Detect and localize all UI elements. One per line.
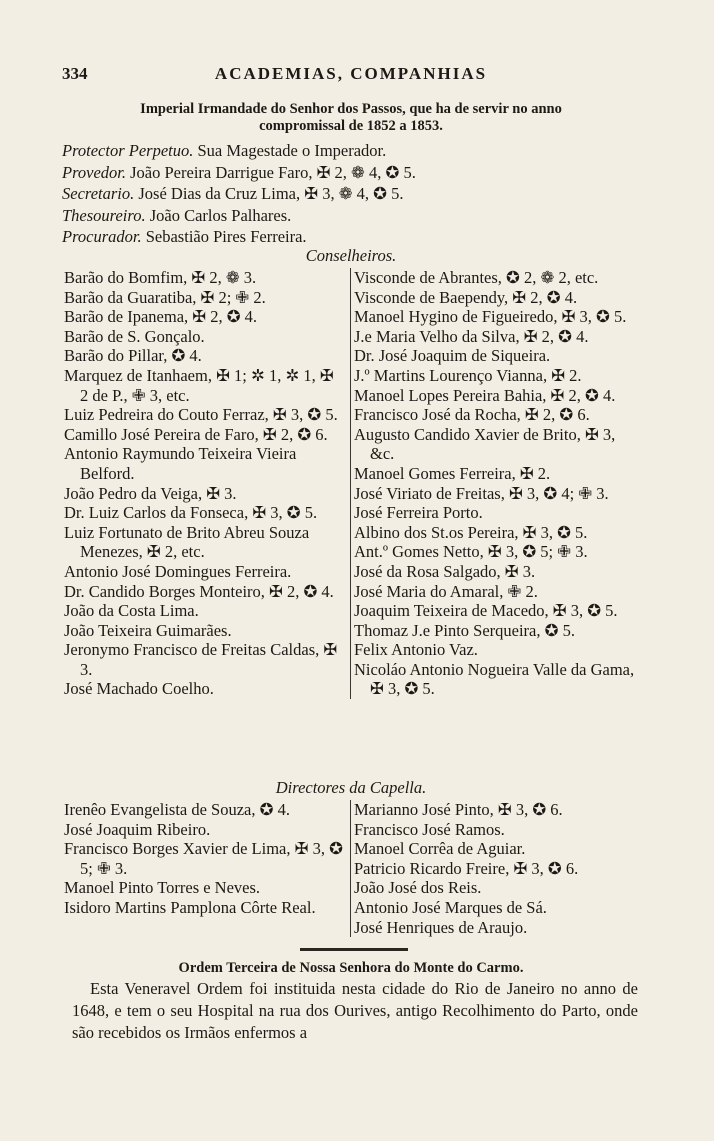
officer-name: Sua Magestade o Imperador.	[193, 141, 387, 160]
list-item: João da Costa Lima.	[64, 601, 199, 621]
list-item: Manoel Lopes Pereira Bahia, ✠ 2, ✪ 4.	[354, 385, 616, 405]
officer-role: Thesoureiro.	[62, 205, 146, 225]
list-item: Irenêo Evangelista de Souza, ✪ 4.	[64, 800, 290, 819]
list-item: Albino dos St.os Pereira, ✠ 3, ✪ 5.	[354, 522, 588, 542]
section-title-line2: compromissal de 1852 a 1853.	[259, 118, 443, 134]
list-item: José Henriques de Araujo.	[354, 917, 528, 937]
officer-line	[62, 140, 640, 162]
officer-name: João Pereira Darrigue Faro, ✠ 2, ❁ 4, ✪ 5.	[126, 162, 416, 182]
list-item: José Machado Coelho.	[64, 679, 214, 699]
list-item: Antonio Raymundo Teixeira Vieira Belford.	[64, 444, 297, 483]
list-item: Francisco José da Rocha, ✠ 2, ✪ 6.	[354, 405, 590, 425]
list-item: José Joaquim Ribeiro.	[64, 819, 211, 839]
list-item: José da Rosa Salgado, ✠ 3.	[354, 561, 536, 581]
section-title-line1: Imperial Irmandade do Senhor dos Passos, que ha de servir no anno	[140, 101, 562, 117]
officer-line	[62, 226, 640, 248]
officer-name: José Dias da Cruz Lima, ✠ 3, ❁ 4, ✪ 5.	[134, 184, 404, 204]
list-item: Visconde de Abrantes, ✪ 2, ❁ 2, etc.	[354, 268, 599, 287]
conselheiros-right-column	[350, 268, 640, 699]
list-item: Augusto Candido Xavier de Brito, ✠ 3, &c.	[354, 424, 616, 464]
list-item: Felix Antonio Vaz.	[354, 640, 478, 660]
list-item: João Teixeira Guimarães.	[64, 620, 232, 640]
list-item: Joaquim Teixeira de Macedo, ✠ 3, ✪ 5.	[354, 601, 618, 621]
officer-line	[62, 183, 640, 205]
officer-role: Secretario.	[62, 184, 135, 204]
section2-body	[72, 978, 638, 1044]
list-item: Antonio José Marques de Sá.	[354, 897, 547, 917]
list-item: Manoel Corrêa de Aguiar.	[354, 839, 526, 859]
list-item: Marquez de Itanhaem, ✠ 1; ✲ 1, ✲ 1, ✠ 2 de P., ✙ 3, etc.	[64, 365, 334, 405]
officers-list	[62, 140, 640, 248]
list-item: José Ferreira Porto.	[354, 503, 483, 523]
list-item: Patricio Ricardo Freire, ✠ 3, ✪ 6.	[354, 858, 579, 878]
list-item: Luiz Fortunato de Brito Abreu Souza Menezes, ✠ 2, etc.	[64, 522, 310, 562]
officer-line	[62, 162, 640, 184]
officer-role: Procurador.	[62, 227, 142, 247]
list-item: Francisco José Ramos.	[354, 819, 505, 839]
list-item: Camillo José Pereira de Faro, ✠ 2, ✪ 6.	[64, 424, 328, 444]
list-item: Barão de S. Gonçalo.	[64, 326, 205, 346]
list-item: Thomaz J.e Pinto Serqueira, ✪ 5.	[354, 620, 575, 640]
officer-line	[62, 205, 640, 227]
list-item: João Pedro da Veiga, ✠ 3.	[64, 483, 237, 503]
list-item: Dr. Luiz Carlos da Fonseca, ✠ 3, ✪ 5.	[64, 503, 318, 523]
conselheiros-heading: Conselheiros.	[305, 246, 397, 265]
list-item: Isidoro Martins Pamplona Côrte Real.	[64, 897, 316, 917]
section-divider	[300, 948, 408, 951]
body-paragraph: Esta Veneravel Ordem foi instituida nesta cidade do Rio de Janeiro no anno de 1648, e tem o seu Hospital na rua dos Ourives, antigo Recolhimento do Parto, onde são recebidos os Irmãos enfermos a	[72, 979, 638, 1042]
officer-name: Sebastião Pires Ferreira.	[141, 227, 307, 247]
list-item: Visconde de Baependy, ✠ 2, ✪ 4.	[354, 287, 578, 307]
list-item: Barão de Ipanema, ✠ 2, ✪ 4.	[64, 307, 258, 327]
list-item: Francisco Borges Xavier de Lima, ✠ 3, ✪ 5; ✙ 3.	[64, 839, 343, 878]
directores-left-column	[64, 800, 344, 918]
list-item: Manoel Hygino de Figueiredo, ✠ 3, ✪ 5.	[354, 307, 627, 327]
list-item: Manoel Pinto Torres e Neves.	[64, 878, 261, 898]
officer-role: Provedor.	[62, 162, 127, 182]
page-header	[62, 64, 640, 90]
officer-role: Protector Perpetuo.	[62, 141, 194, 160]
list-item: Marianno José Pinto, ✠ 3, ✪ 6.	[354, 800, 563, 819]
list-item: Nicoláo Antonio Nogueira Valle da Gama, ✠ 3, ✪ 5.	[354, 659, 635, 699]
list-item: J.e Maria Velho da Silva, ✠ 2, ✪ 4.	[354, 326, 589, 346]
list-item: Dr. Candido Borges Monteiro, ✠ 2, ✪ 4.	[64, 581, 334, 601]
list-item: Luiz Pedreira do Couto Ferraz, ✠ 3, ✪ 5.	[64, 405, 338, 425]
list-item: Antonio José Domingues Ferreira.	[64, 561, 292, 581]
list-item: Barão da Guaratiba, ✠ 2; ✙ 2.	[64, 287, 266, 307]
directores-right-column	[350, 800, 640, 937]
list-item: Jeronymo Francisco de Freitas Caldas, ✠ 3.	[64, 640, 338, 679]
conselheiros-columns	[64, 268, 640, 774]
section2-title: Ordem Terceira de Nossa Senhora do Monte do Carmo.	[178, 960, 524, 976]
list-item: Barão do Pillar, ✪ 4.	[64, 346, 202, 366]
list-item: Dr. José Joaquim de Siqueira.	[354, 346, 551, 366]
list-item: João José dos Reis.	[354, 878, 482, 898]
conselheiros-left-column	[64, 268, 344, 699]
list-item: Ant.º Gomes Netto, ✠ 3, ✪ 5; ✙ 3.	[354, 542, 588, 562]
list-item: J.º Martins Lourenço Vianna, ✠ 2.	[354, 365, 582, 385]
officer-name: João Carlos Palhares.	[145, 205, 292, 225]
page-number: 334	[62, 64, 88, 83]
running-title: ACADEMIAS, COMPANHIAS	[214, 64, 488, 83]
list-item: Manoel Gomes Ferreira, ✠ 2.	[354, 463, 551, 483]
list-item: Barão do Bomfim, ✠ 2, ❁ 3.	[64, 268, 257, 287]
list-item: José Maria do Amaral, ✙ 2.	[354, 581, 538, 601]
list-item: José Viriato de Freitas, ✠ 3, ✪ 4; ✙ 3.	[354, 483, 609, 503]
directores-columns	[64, 800, 640, 940]
directores-heading: Directores da Capella.	[275, 778, 427, 797]
